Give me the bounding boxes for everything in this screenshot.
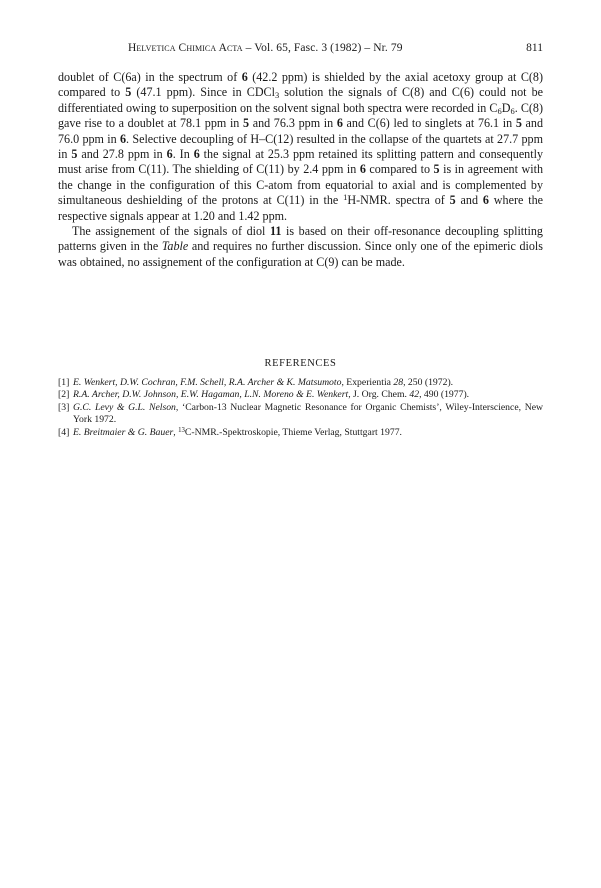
text-run: and 76.0 ppm in — [58, 116, 543, 146]
italic-text: R.A. Archer, D.W. Johnson, E.W. Hagaman, L.N. Moreno & E. Wenkert — [73, 389, 349, 401]
compound-number: 6 — [241, 70, 248, 84]
italic-text: G.C. Levy & G.L. Nelson — [73, 401, 176, 413]
reference-item — [58, 389, 543, 401]
reference-number: [2] — [58, 389, 70, 401]
references-list — [58, 377, 543, 439]
subscript: 6 — [510, 105, 515, 116]
text-run: D — [501, 100, 511, 115]
body-text — [58, 70, 543, 270]
page-header — [58, 42, 543, 58]
compound-number: 6 — [482, 193, 489, 208]
italic-text: E. Wenkert, D.W. Cochran, F.M. Schell, R.A. Archer & K. Matsumoto — [73, 377, 342, 388]
text-run: compared to — [365, 162, 434, 177]
reference-text — [73, 377, 453, 388]
compound-number: 5 — [433, 162, 440, 177]
reference-item — [58, 427, 543, 439]
text-run: . In — [172, 147, 194, 162]
reference-number: [4] — [58, 426, 70, 438]
paragraph-1 — [58, 70, 543, 224]
text-run: H-NMR. spectra of — [347, 193, 450, 208]
compound-number: 11 — [269, 224, 282, 239]
text-run: (42.2 ppm) is shielded by the axial acetoxy group at C(8) compared to — [58, 70, 543, 100]
reference-item — [58, 377, 543, 389]
text-run: C-NMR.-Spektroskopie, Thieme Verlag, Stuttgart 1977. — [184, 426, 402, 438]
text-run: and 76.3 ppm in — [249, 116, 337, 131]
text-run: , J. Org. Chem. — [348, 389, 410, 401]
reference-number: [3] — [58, 401, 70, 413]
reference-text — [73, 402, 543, 425]
text-run: and C(6) led to singlets at 76.1 in — [342, 116, 516, 131]
compound-number: 5 — [243, 116, 250, 131]
reference-number: [1] — [58, 377, 70, 388]
page-number: 811 — [526, 42, 543, 54]
italic-text: 42 — [409, 389, 420, 401]
text-run: . C(8) gave rise to a doublet at 78.1 ppm in — [58, 100, 543, 131]
compound-number: 6 — [119, 131, 127, 146]
text-run: , 490 (1977). — [419, 389, 470, 401]
paragraph-2 — [58, 224, 543, 270]
superscript: 13 — [178, 426, 185, 434]
compound-number: 5 — [125, 85, 132, 100]
subscript: 3 — [274, 90, 280, 101]
compound-number: 5 — [71, 147, 78, 162]
compound-number: 6 — [166, 147, 173, 162]
compound-number: 6 — [359, 162, 366, 177]
text-run: . Selective decoupling of H–C(12) resulted in the collapse of the quartets at 27.7 ppm in — [58, 131, 543, 162]
text-run: , — [173, 426, 179, 438]
text-run: solution the signals of C(8) and C(6) could not be differentiated owing to superposition on the solvent signal both spectra were recorded in C — [58, 85, 544, 115]
text-run: where the respective signals appear at 1.20 and 1.42 ppm. — [58, 193, 543, 223]
text-run: is based on their off-resonance decoupling splitting patterns given in the — [58, 224, 543, 254]
text-run: , ‘Carbon-13 Nuclear Magnetic Resonance for Organic Chemists’, Wiley-Interscience, New York 1972. — [73, 401, 543, 426]
text-run: , 250 (1972). — [403, 377, 454, 388]
text-run: , Experientia — [341, 377, 394, 388]
text-run: the signal at 25.3 ppm retained its splitting pattern and consequently must arise from C(11). The shielding of C(11) by 2.4 ppm in — [58, 147, 544, 177]
text-run: The assignement of the signals of diol — [72, 224, 270, 239]
compound-number: 6 — [193, 147, 200, 162]
italic-text: 28 — [393, 377, 404, 388]
compound-number: 5 — [449, 193, 456, 208]
italic-text: E. Breitmaier & G. Bauer — [73, 426, 174, 438]
reference-text — [73, 427, 402, 438]
journal-citation — [128, 42, 403, 54]
text-run: (47.1 ppm). Since in CDCl — [131, 85, 275, 100]
text-run: is in agreement with the change in the configuration of this C-atom from equatorial to axial and is complemented by simultaneous deshielding of the protons at C(11) in the — [58, 162, 543, 208]
text-run: doublet of C(6a) in the spectrum of — [58, 70, 242, 84]
reference-item — [58, 402, 543, 427]
italic-text: Table — [161, 239, 189, 254]
compound-number: 6 — [336, 116, 343, 131]
compound-number: 5 — [515, 116, 522, 131]
journal-volume-issue: – Vol. 65, Fasc. 3 (1982) – Nr. 79 — [242, 42, 403, 54]
references-heading: REFERENCES — [264, 358, 337, 369]
superscript: 1 — [343, 192, 348, 203]
text-run: and 27.8 ppm in — [77, 147, 167, 162]
text-run: and requires no further discussion. Since only one of the epimeric diols was obtained, no assignement of the configuration at C(9) can be made. — [58, 239, 543, 269]
journal-name: Helvetica Chimica Acta — [128, 42, 243, 54]
text-run: and — [455, 193, 483, 208]
subscript: 6 — [497, 105, 502, 116]
reference-text — [73, 389, 469, 400]
